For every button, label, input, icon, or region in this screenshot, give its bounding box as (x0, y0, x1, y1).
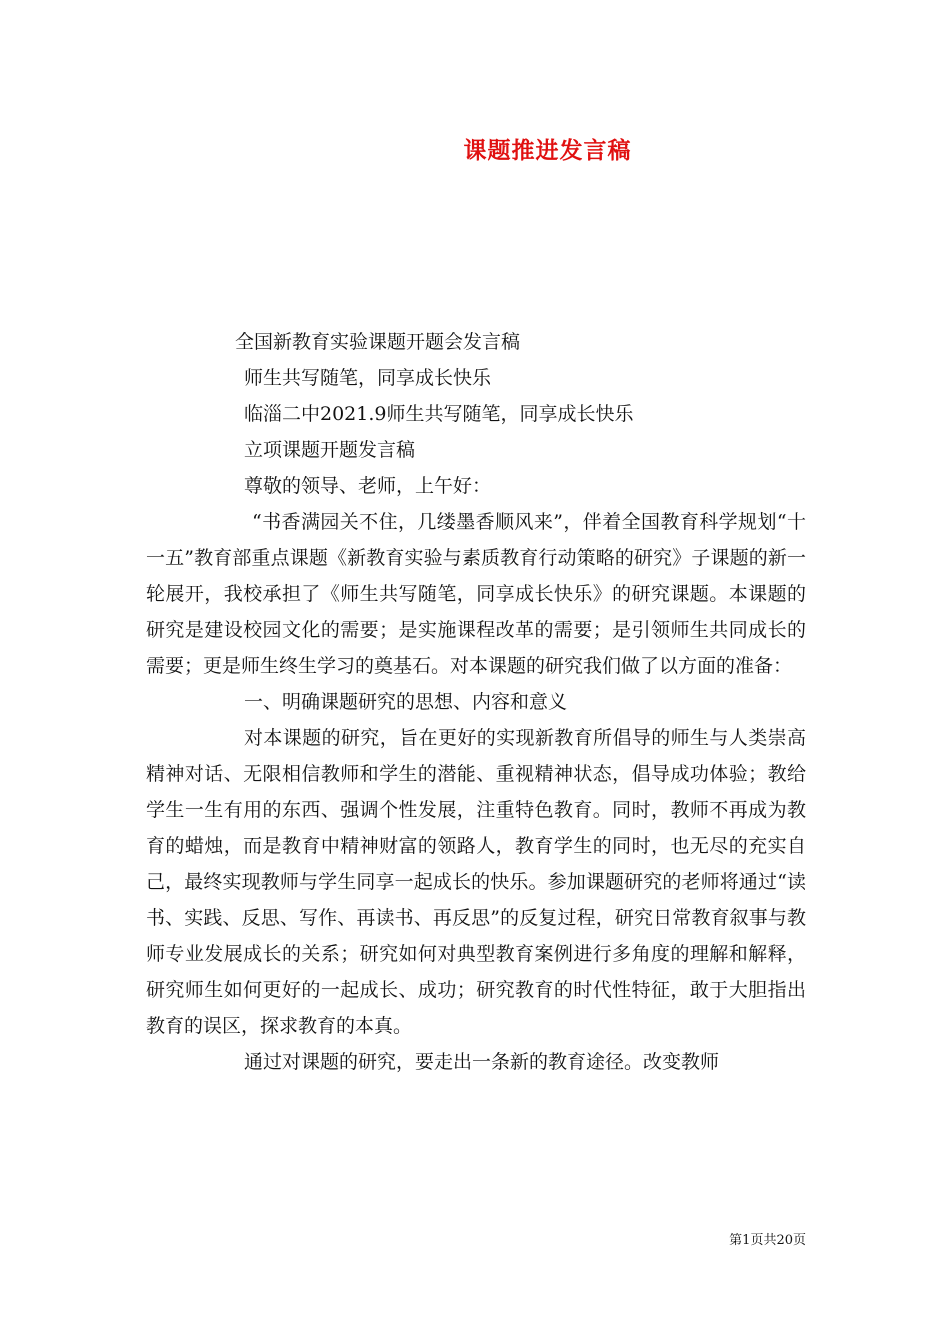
paragraph-salutation: 尊敬的领导、老师，上午好： (244, 475, 492, 497)
document-title: 课题推进发言稿 (463, 137, 632, 164)
page-number: 第1页共20页 (729, 1233, 806, 1248)
paragraph-heading-3: 临淄二中2021.9师生共写随笔，同享成长快乐 (244, 403, 634, 425)
paragraph-continued: 通过对课题的研究，要走出一条新的教育途径。改变教师 (244, 1051, 720, 1073)
paragraph-heading-1: 全国新教育实验课题开题会发言稿 (235, 331, 521, 353)
paragraph-heading-4: 立项课题开题发言稿 (244, 439, 416, 461)
paragraph-section-1: 对本课题的研究，旨在更好的实现新教育所倡导的师生与人类崇高精神对话、无限相信教师和学生的潜能、重视精神状态，倡导成功体验；教给学生一生有用的东西、强调个性发展，注重特色教育。同时，教师不再成为教育的蜡烛，而是教育中精神财富的领路人，教育学生的同时，也无尽的充实自己，最终实现教师与学生同享一起成长的快乐。参加课题研究的老师将通过“读书、实践、反思、写作、再读书、再反思”的反复过程，研究日常教育叙事与教师专业发展成长的关系；研究如何对典型教育案例进行多角度的理解和解释，研究师生如何更好的一起成长、成功；研究教育的时代性特征，敢于大胆指出教育的误区，探求教育的本真。 (146, 727, 806, 1037)
section-heading-1: 一、明确课题研究的思想、内容和意义 (244, 691, 568, 713)
paragraph-heading-2: 师生共写随笔，同享成长快乐 (244, 367, 492, 389)
document-body (146, 324, 806, 1080)
paragraph-intro: “书香满园关不住，几缕墨香顺风来”，伴着全国教育科学规划“十一五”教育部重点课题《新教育实验与素质教育行动策略的研究》子课题的新一轮展开，我校承担了《师生共写随笔，同享成长快乐》的研究课题。本课题的研究是建设校园文化的需要；是实施课程改革的需要；是引领师生共同成长的需要；更是师生终生学习的奠基石。对本课题的研究我们做了以方面的准备： (146, 511, 806, 677)
